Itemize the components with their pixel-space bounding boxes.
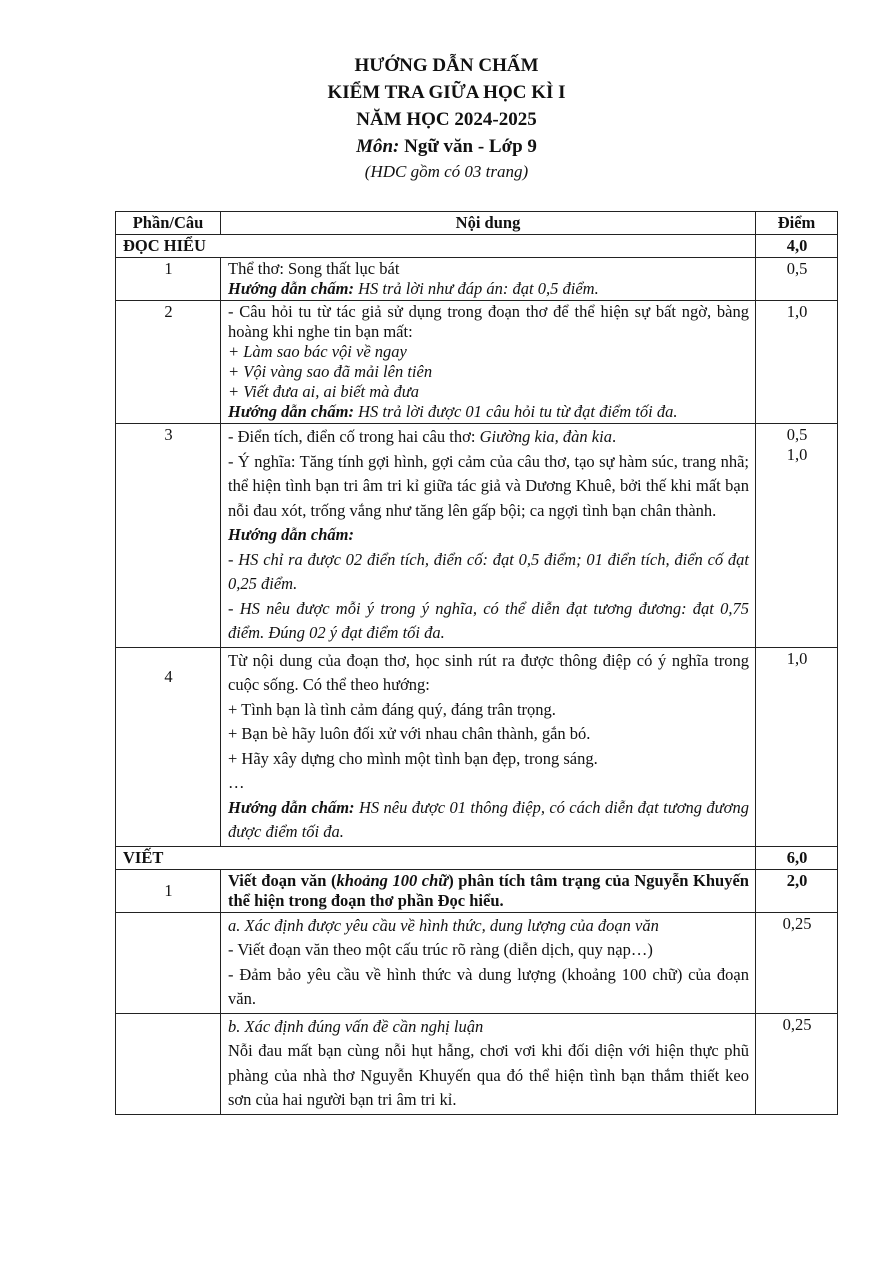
guide-label: Hướng dẫn chấm: [228,402,355,421]
content-line: - Câu hỏi tu từ tác giả sử dụng trong đoạn thơ để thể hiện sự bất ngờ, bàng hoàng khi nghe tin bạn mất: [228,302,749,341]
question-content [221,912,756,1013]
guide-label: Hướng dẫn chấm: [228,279,355,298]
title-line-2: KIỂM TRA GIỮA HỌC KÌ I [327,82,566,103]
empty-cell [116,1013,221,1114]
content-line: + Làm sao bác vội về ngay [228,342,407,361]
section-row-reading [116,235,838,258]
question-content [221,1013,756,1114]
question-number: 4 [116,647,221,846]
guide-text: HS trả lời được 01 câu hỏi tu từ đạt điểm tối đa. [354,402,678,421]
content-line: b. Xác định đúng vấn đề cần nghị luận [228,1016,484,1036]
content-line: + Bạn bè hãy luôn đối xử với nhau chân thành, gắn bó. [228,724,591,743]
question-number: 1 [116,258,221,301]
col-header-content: Nội dung [221,212,756,235]
content-line: Nỗi đau mất bạn cùng nỗi hụt hẫng, chơi vơi khi đối diện với hiện thực phũ phàng của nhà thơ Nguyễn Khuyến qua đó thể hiện tình bạn thắm thiết keo sơn của hai người bạn tri âm tri kỉ. [228,1041,749,1109]
table-row-w1b [116,1013,838,1114]
content-line: - Ý nghĩa: Tăng tính gợi hình, gợi cảm của câu thơ, tạo sự hàm súc, trang nhã; thể hiện tình bạn tri âm tri kỉ giữa tác giả và Dương Khuê, bởi thế khi mất bạn nỗi đau xót, trống vắng như tăng lên gấp bội; ca ngợi tình bạn chân thành. [228,451,749,520]
section-score-reading: 4,0 [756,235,838,258]
col-header-score: Điểm [756,212,838,235]
question-score: 1,0 [756,301,838,424]
table-row-w1 [116,869,838,912]
table-row-w1a [116,912,838,1013]
content-line: … [228,773,245,792]
question-score: 1,0 [756,647,838,846]
question-number: 1 [116,869,221,912]
question-content [221,424,756,648]
content-line: + Hãy xây dựng cho mình một tình bạn đẹp, trong sáng. [228,748,598,768]
guide-label: Hướng dẫn chấm: [228,797,355,817]
content-italic: Giường kia, đàn kia [479,427,612,446]
content-line: - Viết đoạn văn theo một cấu trúc rõ ràng (diễn dịch, quy nạp…) [228,940,653,959]
empty-cell [116,912,221,1013]
question-score [756,424,838,648]
content-line [228,871,749,911]
subject-label: Môn: [356,136,400,157]
content-italic: khoảng 100 chữ [336,870,449,890]
content-text: Viết đoạn văn ( [228,870,337,890]
document-header [0,52,893,184]
guide-text: HS nêu được 01 thông điệp, có cách diễn đạt tương đương được điểm tối đa. [228,797,749,841]
question-score: 0,5 [756,258,838,301]
page-count-note: (HDC gồm có 03 trang) [364,162,529,181]
content-text: . [611,427,617,446]
content-line: + Vội vàng sao đã mải lên tiên [228,362,433,381]
question-number: 3 [116,424,221,648]
guide-label: Hướng dẫn chấm: [228,525,355,544]
question-score: 2,0 [756,869,838,912]
table-row-q4 [116,647,838,846]
table-header-row [116,212,838,235]
guide-line [228,402,749,422]
question-content [221,647,756,846]
section-title-writing: VIẾT [116,846,756,869]
table-row-q1 [116,258,838,301]
score-part-2: 1,0 [786,445,808,464]
guide-text: - HS nêu được mỗi ý trong ý nghĩa, có thể diễn đạt tương đương: đạt 0,75 điểm. Đúng 02 ý đạt điểm tối đa. [228,598,749,642]
section-row-writing [116,846,838,869]
content-line: Từ nội dung của đoạn thơ, học sinh rút ra được thông điệp có ý nghĩa trong cuộc sống. Có thể theo hướng: [228,650,749,694]
content-line: Thể thơ: Song thất lục bát [228,259,400,278]
title-line-1: HƯỚNG DẪN CHẤM [354,55,539,76]
grading-table [115,211,838,1115]
table-row-q3 [116,424,838,648]
table-row-q2 [116,301,838,424]
question-content [221,258,756,301]
guide-text: HS trả lời như đáp án: đạt 0,5 điểm. [354,279,599,298]
content-line: + Tình bạn là tình cảm đáng quý, đáng trân trọng. [228,699,556,719]
guide-text: - HS chỉ ra được 02 điển tích, điển cố: đạt 0,5 điểm; 01 điển tích, điển cố đạt 0,25 điểm. [228,549,749,593]
content-line: + Viết đưa ai, ai biết mà đưa [228,382,420,401]
score-part-1: 0,5 [786,425,808,444]
section-title-reading: ĐỌC HIỂU [116,235,756,258]
question-content [221,869,756,912]
section-score-writing: 6,0 [756,846,838,869]
content-line [228,425,749,450]
content-line: a. Xác định được yêu cầu về hình thức, dung lượng của đoạn văn [228,915,659,935]
question-number: 2 [116,301,221,424]
content-text: ) phân tích tâm trạng của Nguyễn Khuyến thể hiện trong đoạn thơ phần Đọc hiểu. [228,870,749,910]
title-line-3: NĂM HỌC 2024-2025 [356,109,537,130]
question-score: 0,25 [756,1013,838,1114]
content-line: - Đảm bảo yêu cầu về hình thức và dung lượng (khoảng 100 chữ) của đoạn văn. [228,964,749,1008]
question-score: 0,25 [756,912,838,1013]
col-header-part: Phần/Câu [116,212,221,235]
question-content [221,301,756,424]
content-text: - Điển tích, điển cố trong hai câu thơ: [228,427,480,446]
guide-line [228,279,749,299]
guide-line [228,796,749,845]
subject-value: Ngữ văn - Lớp 9 [404,136,537,157]
subject-line [0,133,893,160]
